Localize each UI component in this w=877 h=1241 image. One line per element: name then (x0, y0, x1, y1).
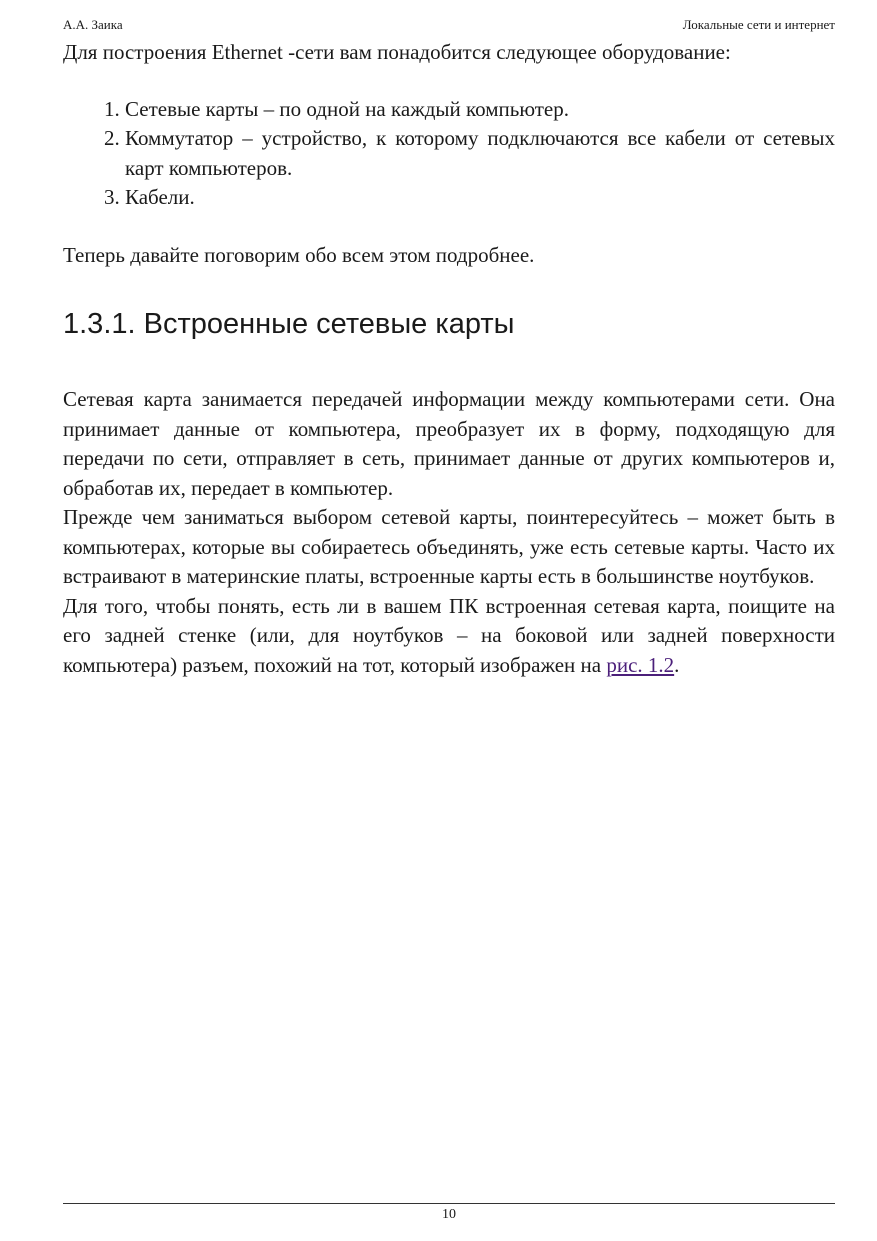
header-author: А.А. Заика (63, 17, 123, 32)
list-item: 1. Сетевые карты – по одной на каждый компьютер. (125, 95, 835, 125)
page-header (63, 17, 835, 33)
section-title: 1.3.1. Встроенные сетевые карты (63, 308, 515, 340)
list-item: 2. Коммутатор – устройство, к которому подключаются все кабели от сетевых карт компьютеров. (125, 124, 835, 183)
intro-paragraph: Для построения Ethernet -сети вам понадобится следующее оборудование: (63, 40, 731, 64)
figure-link[interactable]: рис. 1.2 (606, 652, 675, 677)
list-item: 3. Кабели. (125, 183, 835, 213)
equipment-list (63, 95, 835, 213)
page-number: 10 (442, 1207, 456, 1222)
paragraph-text: Для того, чтобы понять, есть ли в вашем ПК встроенная сетевая карта, поищите на его задней стенке (или, для ноутбуков – на боковой или задней поверхности компьютера) разъем, похожий на тот, который изображен на (63, 593, 835, 677)
body-paragraph: Прежде чем заниматься выбором сетевой карты, поинтересуйтесь – может быть в компьютерах, которые вы собираетесь объединять, уже есть сетевые карты. Часто их встраивают в материнские платы, встроенные карты есть в большинстве ноутбуков. (63, 505, 835, 588)
body-paragraph: Сетевая карта занимается передачей информации между компьютерами сети. Она принимает данные от компьютера, преобразует их в форму, подходящую для передачи по сети, отправляет в сеть, принимает данные от других компьютеров и, обработав их, передает в компьютер. (63, 387, 835, 500)
body-paragraph-with-link (63, 592, 835, 681)
transition-paragraph: Теперь давайте поговорим обо всем этом подробнее. (63, 242, 535, 267)
header-book-title: Локальные сети и интернет (682, 17, 835, 32)
page-content (63, 38, 835, 680)
paragraph-end: . (674, 652, 680, 677)
footer-divider (63, 1203, 835, 1204)
